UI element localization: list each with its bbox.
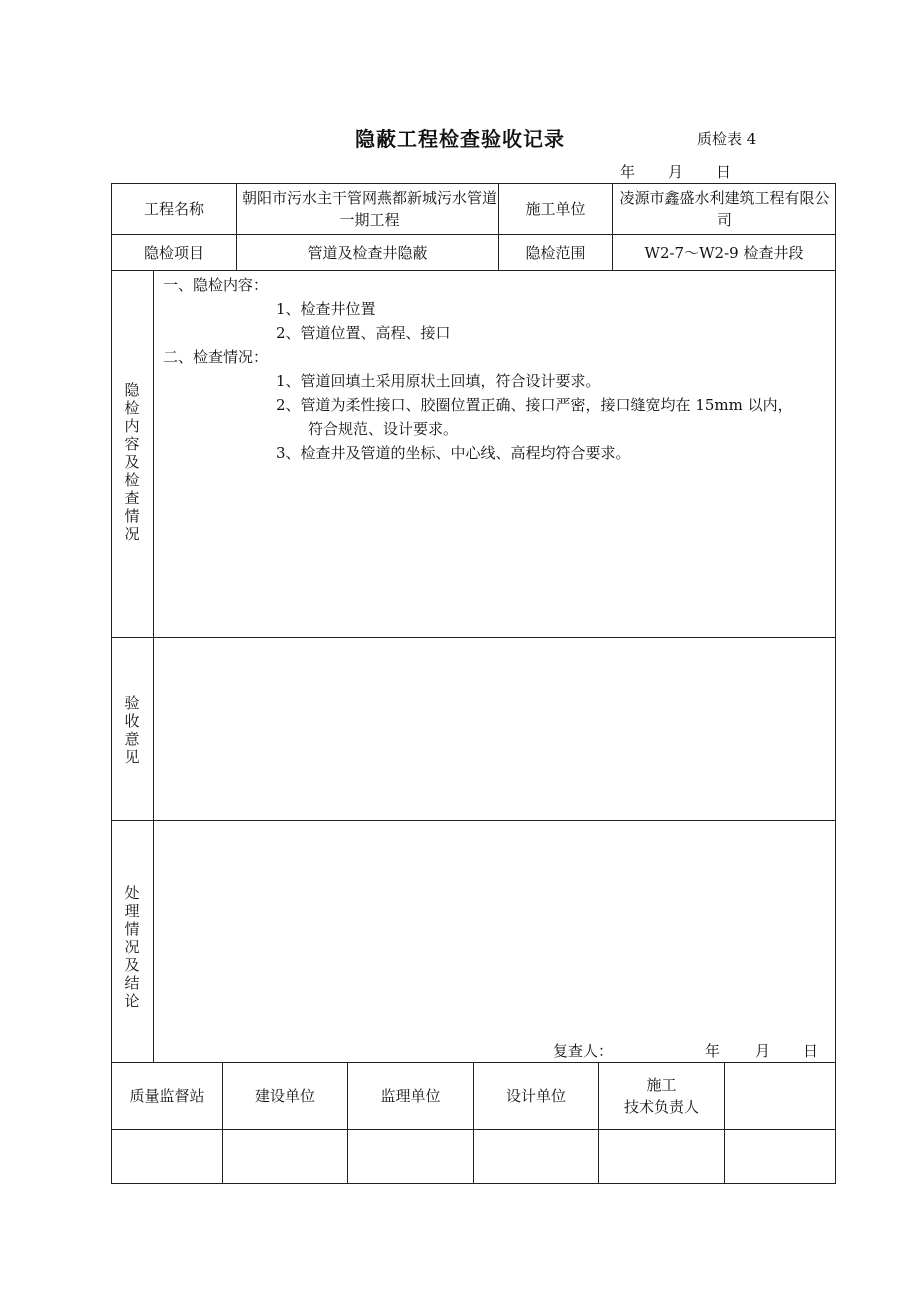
review-month: 月 (755, 1042, 771, 1060)
contractor-value: 凌源市鑫盛水利建筑工程有限公司 (619, 189, 830, 229)
signature-cell[interactable] (599, 1130, 724, 1183)
signature-cell[interactable] (725, 1130, 835, 1183)
project-name-label: 工程名称 (143, 200, 204, 218)
handling-side-label: 处理情况及结论 (124, 884, 140, 1010)
construction-tech-lead-label (599, 1063, 724, 1129)
review-day: 日 (803, 1042, 819, 1060)
signature-cell[interactable] (223, 1130, 347, 1183)
item-value: 管道及检查井隐蔽 (307, 243, 428, 262)
acceptance-side-label: 验收意见 (124, 694, 140, 766)
form-number: 质检表 4 (697, 130, 757, 148)
supervisor-unit-label: 监理单位 (380, 1087, 441, 1105)
inspection-side-label: 隐检内容及检查情况 (124, 381, 140, 543)
signature-cell[interactable] (474, 1130, 598, 1183)
project-name-value: 朝阳市污水主干管网燕都新城污水管道一期工程 (242, 189, 498, 229)
date-year: 年 (620, 163, 636, 181)
signature-cell[interactable] (348, 1130, 473, 1183)
contractor-label: 施工单位 (525, 200, 586, 218)
content-item: 2、管道位置、高程、接口 (276, 324, 451, 342)
design-unit-label: 设计单位 (505, 1087, 566, 1105)
content-heading: 一、隐检内容： (163, 276, 269, 294)
content-item: 1、检查井位置 (276, 300, 376, 318)
reviewer-label: 复查人： (553, 1042, 614, 1060)
status-item: 3、检查井及管道的坐标、中心线、高程均符合要求。 (276, 444, 631, 462)
tech-lead-label: 技术负责人 (623, 1098, 699, 1116)
scope-value: W2-7～W2-9 检查井段 (644, 243, 804, 262)
review-year: 年 (705, 1042, 721, 1060)
status-item: 2、管道为柔性接口、胶圈位置正确、接口严密，接口缝宽均在 15mm 以内， (276, 396, 793, 414)
owner-unit-label: 建设单位 (254, 1087, 315, 1105)
date-month: 月 (668, 163, 684, 181)
status-item: 1、管道回填土采用原状土回填，符合设计要求。 (276, 372, 601, 390)
date-day: 日 (716, 163, 732, 181)
supervision-station-label: 质量监督站 (129, 1087, 205, 1105)
item-label: 隐检项目 (143, 243, 204, 262)
status-heading: 二、检查情况： (163, 348, 269, 366)
status-item-continued: 符合规范、设计要求。 (308, 420, 459, 438)
scope-label: 隐检范围 (525, 243, 586, 262)
construction-label: 施工 (646, 1076, 677, 1094)
signature-cell[interactable] (112, 1130, 222, 1183)
form-table (111, 183, 836, 1184)
form-title: 隐蔽工程检查验收记录 (355, 127, 565, 151)
